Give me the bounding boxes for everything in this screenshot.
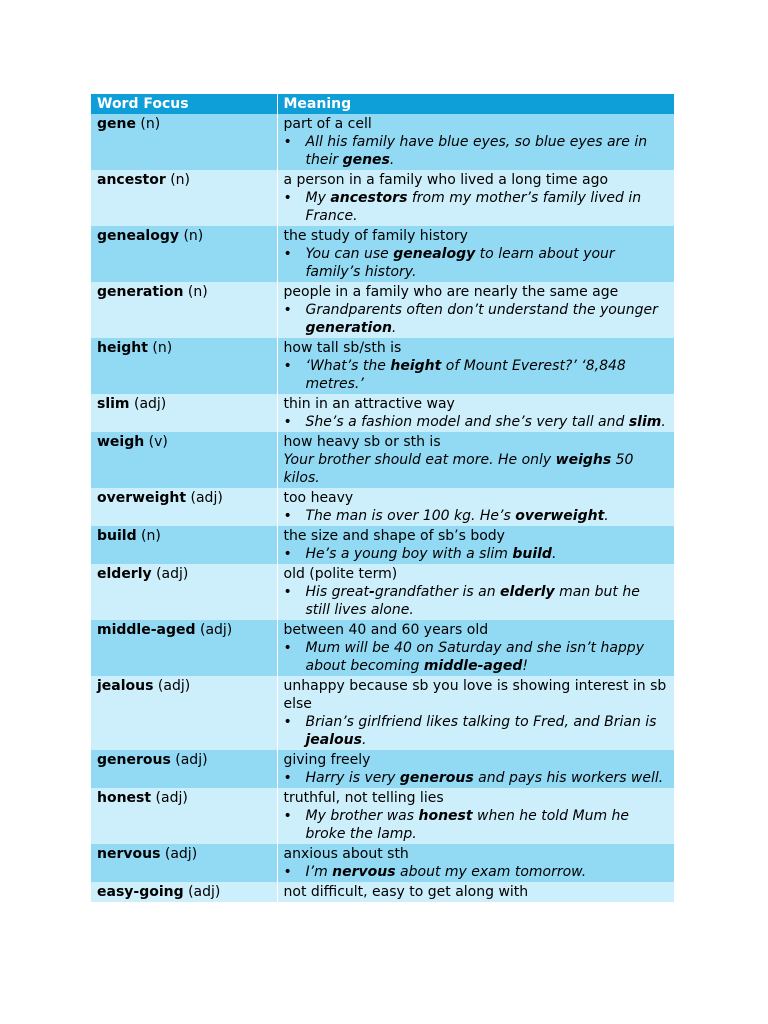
header-meaning: Meaning — [277, 94, 674, 114]
bullet-icon: • — [283, 584, 292, 600]
definition-text: truthful, not telling lies — [283, 790, 444, 806]
example-keyword: genealogy — [393, 246, 476, 262]
header-row — [91, 94, 674, 114]
example-text: ! — [522, 658, 528, 674]
example-sentence — [284, 863, 669, 881]
meaning-cell — [277, 844, 674, 882]
meaning-cell — [277, 526, 674, 564]
example-sentence — [284, 769, 669, 787]
example-sentence — [284, 713, 669, 749]
bullet-icon: • — [283, 190, 292, 206]
table-row — [91, 282, 674, 338]
definition-text: thin in an attractive way — [283, 396, 455, 412]
meaning-cell — [277, 170, 674, 226]
word-cell — [91, 170, 277, 226]
example-text: to learn about your family’s history. — [305, 246, 615, 280]
part-of-speech: (n) — [135, 116, 161, 132]
example-sentence — [284, 357, 669, 393]
bullet-icon: • — [283, 508, 292, 524]
vocab-word: slim — [97, 396, 130, 412]
bullet-icon: • — [283, 358, 292, 374]
table-row — [91, 338, 674, 394]
example-sentence — [284, 133, 669, 169]
meaning-cell — [277, 750, 674, 788]
part-of-speech: (adj) — [153, 678, 191, 694]
example-text: My brother was — [305, 808, 419, 824]
word-cell — [91, 114, 277, 170]
example-text: . — [604, 508, 609, 524]
example-text: The man is over 100 kg. He’s — [305, 508, 516, 524]
example-text: when he told Mum he broke the lamp. — [305, 808, 630, 842]
example-text: Mum will be 40 on Saturday and she isn’t happy about becoming — [305, 640, 644, 674]
vocab-word: generous — [97, 752, 171, 768]
bullet-icon: • — [283, 302, 292, 318]
meaning-cell — [277, 282, 674, 338]
definition-text: anxious about sth — [283, 846, 409, 862]
example-text: 50 kilos. — [283, 452, 634, 486]
example-sentence — [284, 807, 669, 843]
word-cell — [91, 882, 277, 902]
bullet-icon: • — [283, 414, 292, 430]
meaning-cell — [277, 114, 674, 170]
table-row — [91, 226, 674, 282]
word-cell — [91, 488, 277, 526]
word-cell — [91, 750, 277, 788]
bullet-icon: • — [283, 714, 292, 730]
word-cell — [91, 394, 277, 432]
example-sentence — [284, 245, 669, 281]
example-text: . — [389, 152, 395, 168]
part-of-speech: (n) — [147, 340, 173, 356]
vocab-word: genealogy — [97, 228, 179, 244]
part-of-speech: (n) — [183, 284, 208, 300]
word-cell — [91, 282, 277, 338]
vocab-word: gene — [97, 116, 136, 132]
table-row — [91, 844, 674, 882]
bullet-icon: • — [283, 640, 292, 656]
meaning-cell — [277, 882, 674, 902]
table-body — [91, 114, 674, 902]
example-sentence — [284, 301, 669, 337]
part-of-speech: (adj) — [129, 396, 167, 412]
example-text: My — [305, 190, 331, 206]
bullet-icon: • — [283, 546, 292, 562]
table-row — [91, 676, 674, 750]
example-text: Grandparents often don’t understand the younger — [305, 302, 658, 318]
definition-text: old (polite term) — [283, 566, 398, 582]
table-row — [91, 788, 674, 844]
table-row — [91, 882, 674, 902]
example-text: . — [551, 546, 557, 562]
example-keyword: build — [512, 546, 552, 562]
part-of-speech: (adj) — [160, 846, 198, 862]
example-sentence — [284, 189, 669, 225]
example-text: Harry is very — [305, 770, 400, 786]
bullet-icon: • — [283, 770, 292, 786]
meaning-cell — [277, 564, 674, 620]
part-of-speech: (n) — [165, 172, 191, 188]
header-word-focus: Word Focus — [91, 94, 277, 114]
part-of-speech: (n) — [136, 528, 161, 544]
part-of-speech: (adj) — [151, 566, 189, 582]
bullet-icon: • — [283, 134, 292, 150]
example-sentence — [284, 583, 669, 619]
example-keyword: middle-aged — [423, 658, 523, 674]
vocab-word: weigh — [97, 434, 145, 450]
example-text: She’s a fashion model and she’s very tall and — [305, 414, 629, 430]
example-keyword: jealous — [305, 732, 362, 748]
table-row — [91, 526, 674, 564]
example-keyword: honest — [418, 808, 473, 824]
vocab-word: ancestor — [97, 172, 166, 188]
word-cell — [91, 564, 277, 620]
part-of-speech: (adj) — [186, 490, 223, 506]
definition-text: how heavy sb or sth is — [283, 434, 441, 450]
meaning-cell — [277, 620, 674, 676]
example-text: I’m — [305, 864, 333, 880]
definition-text: giving freely — [283, 752, 371, 768]
word-cell — [91, 676, 277, 750]
example-text: and pays his workers well. — [473, 770, 664, 786]
vocab-word: easy-going — [97, 884, 184, 900]
example-keyword: nervous — [332, 864, 396, 880]
vocab-word: honest — [97, 790, 152, 806]
table-row — [91, 488, 674, 526]
word-cell — [91, 338, 277, 394]
vocab-word: build — [97, 528, 137, 544]
example-keyword: elderly — [500, 584, 555, 600]
example-keyword: weighs — [555, 452, 612, 468]
example-text: You can use — [305, 246, 394, 262]
example-keyword: generous — [399, 770, 474, 786]
example-text: Brian’s girlfriend likes talking to Fred, and Brian is — [305, 714, 657, 730]
word-cell — [91, 788, 277, 844]
vocabulary-table — [91, 94, 674, 902]
definition-text: too heavy — [283, 490, 354, 506]
example-keyword: - — [369, 584, 375, 600]
definition-text: people in a family who are nearly the same age — [283, 284, 619, 300]
meaning-cell — [277, 394, 674, 432]
meaning-cell — [277, 788, 674, 844]
example-text: grandfather is an — [374, 584, 501, 600]
definition-text: unhappy because sb you love is showing interest in sb else — [283, 678, 667, 712]
part-of-speech: (adj) — [151, 790, 188, 806]
table-row — [91, 750, 674, 788]
example-sentence — [284, 545, 669, 563]
definition-text: a person in a family who lived a long time ago — [283, 172, 609, 188]
example-keyword: slim — [628, 414, 662, 430]
example-keyword: generation — [305, 320, 392, 336]
example-text: Your brother should eat more. He only — [283, 452, 556, 468]
vocab-word: middle-aged — [97, 622, 196, 638]
word-cell — [91, 620, 277, 676]
meaning-cell — [277, 432, 674, 488]
vocab-word: elderly — [97, 566, 152, 582]
example-text: from my mother’s family lived in France. — [305, 190, 642, 224]
example-sentence — [284, 413, 669, 431]
example-keyword: genes — [342, 152, 390, 168]
word-cell — [91, 844, 277, 882]
meaning-cell — [277, 338, 674, 394]
bullet-icon: • — [283, 808, 292, 824]
part-of-speech: (n) — [179, 228, 204, 244]
example-text: of Mount Everest?’ ‘8,848 metres.’ — [305, 358, 626, 392]
example-text: All his family have blue eyes, so blue eyes are in their — [305, 134, 648, 168]
part-of-speech: (adj) — [195, 622, 233, 638]
example-text: . — [361, 732, 367, 748]
example-text: . — [391, 320, 397, 336]
definition-text: the study of family history — [283, 228, 468, 244]
vocab-word: overweight — [97, 490, 187, 506]
table-row — [91, 394, 674, 432]
table-row — [91, 620, 674, 676]
vocab-word: height — [97, 340, 148, 356]
bullet-icon: • — [283, 246, 292, 262]
example-text: He’s a young boy with a slim — [305, 546, 513, 562]
example-keyword: overweight — [515, 508, 605, 524]
part-of-speech: (v) — [144, 434, 168, 450]
word-cell — [91, 432, 277, 488]
part-of-speech: (adj) — [170, 752, 208, 768]
word-cell — [91, 526, 277, 564]
example-keyword: height — [390, 358, 442, 374]
vocab-word: nervous — [97, 846, 161, 862]
vocab-word: generation — [97, 284, 184, 300]
vocab-word: jealous — [97, 678, 154, 694]
definition-text: not difficult, easy to get along with — [283, 884, 529, 900]
meaning-cell — [277, 488, 674, 526]
example-sentence — [284, 451, 669, 487]
example-sentence — [284, 507, 669, 525]
table-row — [91, 114, 674, 170]
definition-text: the size and shape of sb’s body — [283, 528, 505, 544]
example-keyword: ancestors — [330, 190, 408, 206]
word-cell — [91, 226, 277, 282]
meaning-cell — [277, 676, 674, 750]
example-text: His great — [305, 584, 369, 600]
table-row — [91, 432, 674, 488]
meaning-cell — [277, 226, 674, 282]
example-text: man but he still lives alone. — [305, 584, 640, 618]
table-row — [91, 564, 674, 620]
table-row — [91, 170, 674, 226]
definition-text: between 40 and 60 years old — [283, 622, 489, 638]
example-sentence — [284, 639, 669, 675]
definition-text: part of a cell — [283, 116, 372, 132]
example-text: ‘What’s the — [305, 358, 391, 374]
example-text: . — [661, 414, 666, 430]
definition-text: how tall sb/sth is — [283, 340, 402, 356]
bullet-icon: • — [283, 864, 292, 880]
part-of-speech: (adj) — [183, 884, 221, 900]
example-text: about my exam tomorrow. — [395, 864, 587, 880]
